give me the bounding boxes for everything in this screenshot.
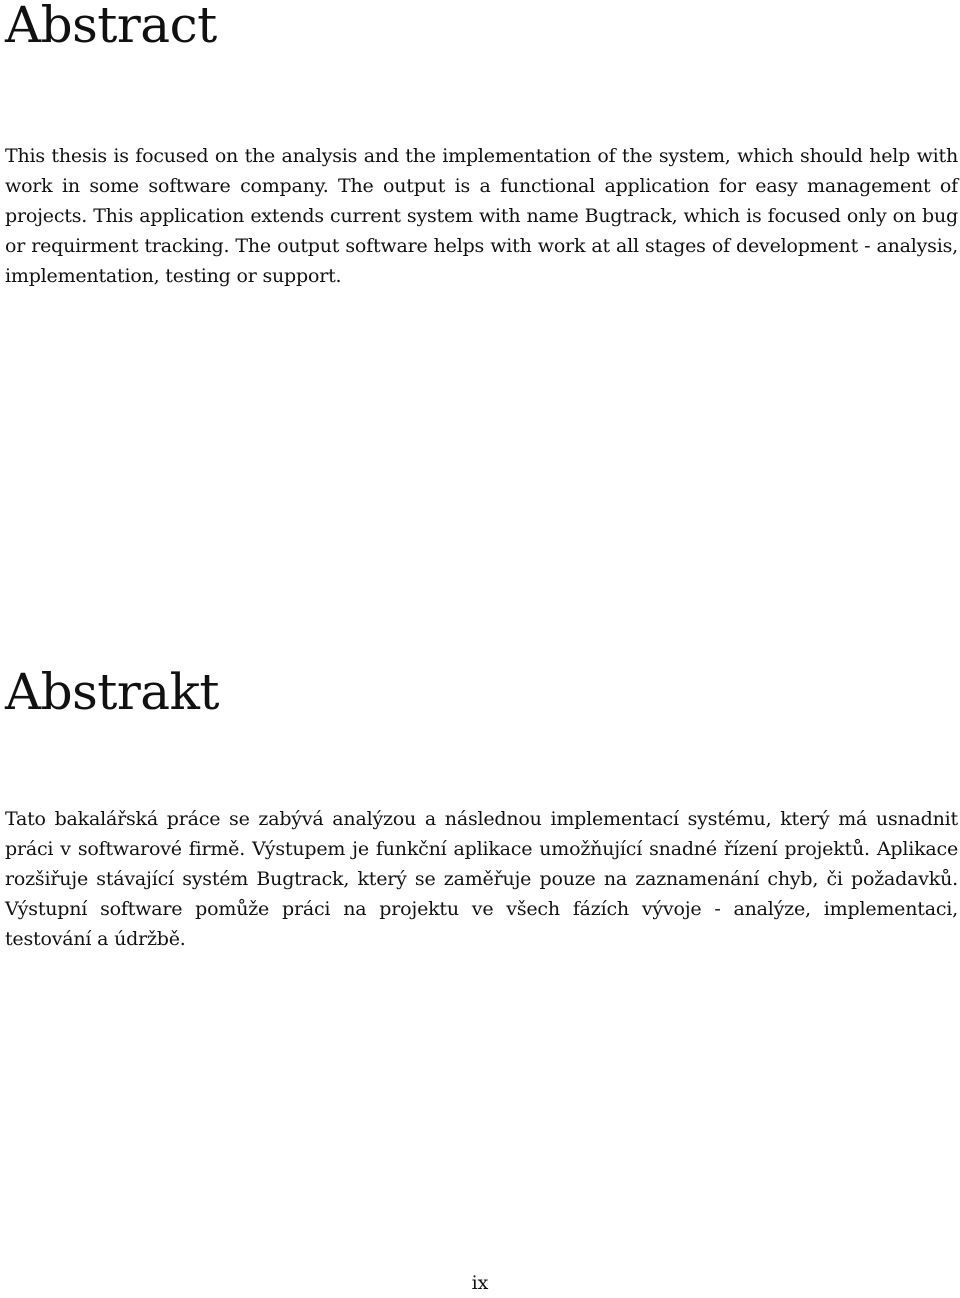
abstract-heading: Abstract: [5, 0, 217, 54]
page-number: ix: [471, 1272, 489, 1294]
abstrakt-heading: Abstrakt: [5, 663, 219, 721]
abstract-paragraph: This thesis is focused on the analysis and the implementation of the system, which should help with work in some software company. The output is a functional application for easy management of projects. This application extends current system with name Bugtrack, which is focused only on bug or requirment tracking. The output software helps with work at all stages of development - analysis, implementation, testing or support.: [5, 145, 958, 287]
abstrakt-paragraph: Tato bakalářská práce se zabývá analýzou a následnou implementací systému, který má usnadnit práci v softwarové firmě. Výstupem je funkční aplikace umožňující snadné řízení projektů. Aplikace rozšiřuje stávající systém Bugtrack, který se zaměřuje pouze na zaznamenání chyb, či požadavků. Výstupní software pomůže práci na projektu ve všech fázích vývoje - analýze, implementaci, testování a údržbě.: [5, 808, 958, 950]
